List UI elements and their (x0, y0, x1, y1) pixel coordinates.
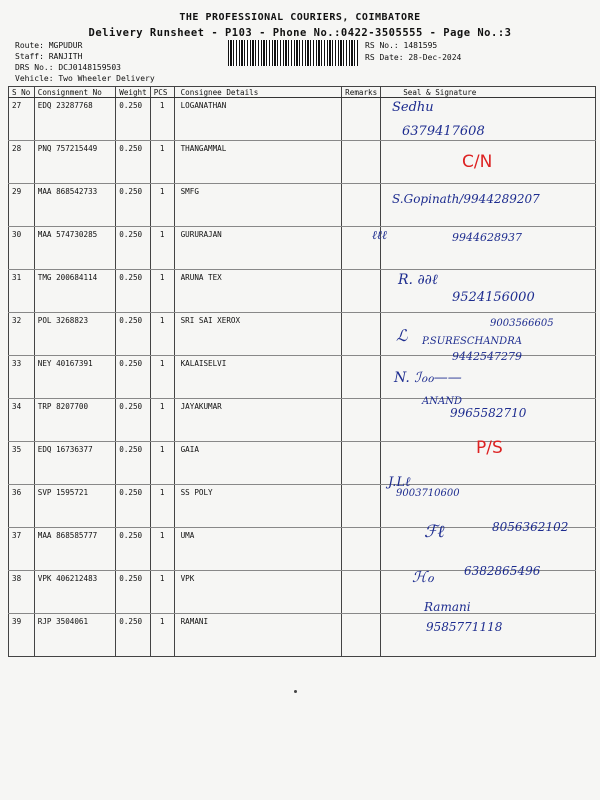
cell-consignee: UMA (174, 528, 342, 571)
cell-remarks (342, 442, 381, 485)
cell-sno: 36 (9, 485, 35, 528)
signature-34: ANAND (422, 396, 462, 407)
table-row (9, 442, 596, 485)
table-header (9, 87, 596, 98)
signature-34-scrawl: N. ℐℴℴ—— (394, 370, 462, 386)
signature-37-scrawl: ℱℓ (424, 522, 445, 542)
cell-pcs: 1 (150, 485, 174, 528)
cell-consignee: THANGAMMAL (174, 141, 342, 184)
table-row (9, 98, 596, 141)
cell-consignee: VPK (174, 571, 342, 614)
cell-weight: 0.250 (116, 313, 150, 356)
cell-pcs: 1 (150, 399, 174, 442)
runsheet-title: Delivery Runsheet - P103 - Phone No.:0422-3505555 - Page No.:3 (88, 27, 512, 39)
cell-pcs: 1 (150, 270, 174, 313)
signature-31-scrawl: R. ∂∂ℓ (398, 272, 438, 288)
signature-27: Sedhu (392, 100, 434, 115)
cell-pcs: 1 (150, 313, 174, 356)
cell-consignment: PNQ 757215449 (34, 141, 115, 184)
handwritten-phone-39: 9585771118 (426, 620, 503, 634)
handwritten-phone-38: 6382865496 (464, 564, 541, 578)
cell-pcs: 1 (150, 442, 174, 485)
staff-label: Staff: RANJITH (15, 52, 83, 61)
cell-consignment: TRP 8207700 (34, 399, 115, 442)
cell-sno: 31 (9, 270, 35, 313)
cell-consignee: JAYAKUMAR (174, 399, 342, 442)
cell-sno: 37 (9, 528, 35, 571)
cell-sno: 28 (9, 141, 35, 184)
cell-weight: 0.250 (116, 614, 150, 657)
cell-weight: 0.250 (116, 356, 150, 399)
signature-32-scrawl: ℒ (396, 326, 408, 345)
cell-consignment: POL 3268823 (34, 313, 115, 356)
cell-weight: 0.250 (116, 227, 150, 270)
handwritten-phone-30: 9944628937 (452, 231, 522, 244)
cell-weight: 0.250 (116, 442, 150, 485)
cell-sno: 29 (9, 184, 35, 227)
cell-weight: 0.250 (116, 98, 150, 141)
cell-consignment: TMG 200684114 (34, 270, 115, 313)
route-label: Route: MGPUDUR (15, 41, 83, 50)
drs-number: DRS No.: DCJ0148159503 (15, 63, 121, 72)
cell-pcs: 1 (150, 614, 174, 657)
cell-consignee: GAIA (174, 442, 342, 485)
signature-33: P.SURESCHANDRA (422, 336, 522, 347)
table-row (9, 141, 596, 184)
col-sno: S No (9, 87, 35, 98)
company-title: THE PROFESSIONAL COURIERS, COIMBATORE (179, 12, 421, 23)
handwritten-phone-27: 6379417608 (402, 124, 485, 139)
handwritten-phone-31: 9524156000 (452, 290, 535, 305)
cell-sno: 30 (9, 227, 35, 270)
cell-remarks (342, 313, 381, 356)
cell-remarks (342, 356, 381, 399)
cell-pcs: 1 (150, 141, 174, 184)
paper-speck (294, 690, 297, 693)
cell-pcs: 1 (150, 227, 174, 270)
cell-sno: 34 (9, 399, 35, 442)
handwritten-phone-33: 9442547279 (452, 350, 522, 363)
col-remarks: Remarks (342, 87, 381, 98)
handwritten-phone-32: 9003566605 (490, 318, 554, 329)
cell-consignee: GURURAJAN (174, 227, 342, 270)
signature-39: Ramani (424, 600, 471, 614)
signature-36-scrawl: J.Lℓ (388, 475, 411, 490)
remark-cn: C/N (462, 152, 493, 172)
cell-pcs: 1 (150, 184, 174, 227)
cell-remarks (342, 141, 381, 184)
cell-consignment: SVP 1595721 (34, 485, 115, 528)
cell-weight: 0.250 (116, 485, 150, 528)
cell-consignment: VPK 406212483 (34, 571, 115, 614)
cell-remarks (342, 528, 381, 571)
cell-pcs: 1 (150, 98, 174, 141)
handwritten-phone-37: 8056362102 (492, 520, 569, 534)
cell-remarks (342, 270, 381, 313)
cell-remarks (342, 399, 381, 442)
col-seal: Seal & Signature (381, 87, 596, 98)
col-weight: Weight (116, 87, 150, 98)
cell-consignee: SMFG (174, 184, 342, 227)
rs-number: RS No.: 1481595 (365, 41, 438, 50)
cell-consignee: KALAISELVI (174, 356, 342, 399)
cell-weight: 0.250 (116, 399, 150, 442)
rs-date: RS Date: 28-Dec-2024 (365, 53, 462, 62)
cell-consignee: SS POLY (174, 485, 342, 528)
cell-weight: 0.250 (116, 571, 150, 614)
col-consignee: Consignee Details (174, 87, 342, 98)
cell-remarks (342, 184, 381, 227)
col-consignment: Consignment No (34, 87, 115, 98)
cell-sno: 27 (9, 98, 35, 141)
cell-weight: 0.250 (116, 141, 150, 184)
cell-consignment: EDQ 23287768 (34, 98, 115, 141)
vehicle-label: Vehicle: Two Wheeler Delivery (15, 74, 155, 83)
signature-29: S.Gopinath/9944289207 (392, 192, 540, 206)
cell-consignee: RAMANI (174, 614, 342, 657)
cell-consignee: ARUNA TEX (174, 270, 342, 313)
cell-remarks (342, 485, 381, 528)
cell-weight: 0.250 (116, 270, 150, 313)
table-row (9, 614, 596, 657)
col-pcs: PCS (150, 87, 174, 98)
cell-consignment: MAA 868585777 (34, 528, 115, 571)
cell-seal (381, 399, 596, 442)
cell-consignment: MAA 868542733 (34, 184, 115, 227)
cell-sno: 35 (9, 442, 35, 485)
cell-pcs: 1 (150, 528, 174, 571)
cell-consignment: MAA 574730285 (34, 227, 115, 270)
cell-sno: 32 (9, 313, 35, 356)
cell-pcs: 1 (150, 571, 174, 614)
cell-remarks (342, 98, 381, 141)
signature-30-scrawl: ℓℓℓ (372, 228, 387, 242)
cell-sno: 38 (9, 571, 35, 614)
barcode (228, 40, 358, 66)
cell-consignment: NEY 40167391 (34, 356, 115, 399)
handwritten-phone-36: 9003710600 (396, 488, 460, 499)
cell-weight: 0.250 (116, 184, 150, 227)
table-row (9, 399, 596, 442)
cell-remarks (342, 571, 381, 614)
cell-pcs: 1 (150, 356, 174, 399)
remark-ps: P/S (476, 438, 503, 458)
cell-consignee: SRI SAI XEROX (174, 313, 342, 356)
cell-consignee: LOGANATHAN (174, 98, 342, 141)
cell-remarks (342, 614, 381, 657)
handwritten-phone-34: 9965582710 (450, 406, 527, 420)
cell-sno: 33 (9, 356, 35, 399)
cell-consignment: RJP 3504061 (34, 614, 115, 657)
signature-38-scrawl: ℋℴ (412, 568, 434, 586)
cell-weight: 0.250 (116, 528, 150, 571)
cell-sno: 39 (9, 614, 35, 657)
cell-consignment: EDQ 16736377 (34, 442, 115, 485)
